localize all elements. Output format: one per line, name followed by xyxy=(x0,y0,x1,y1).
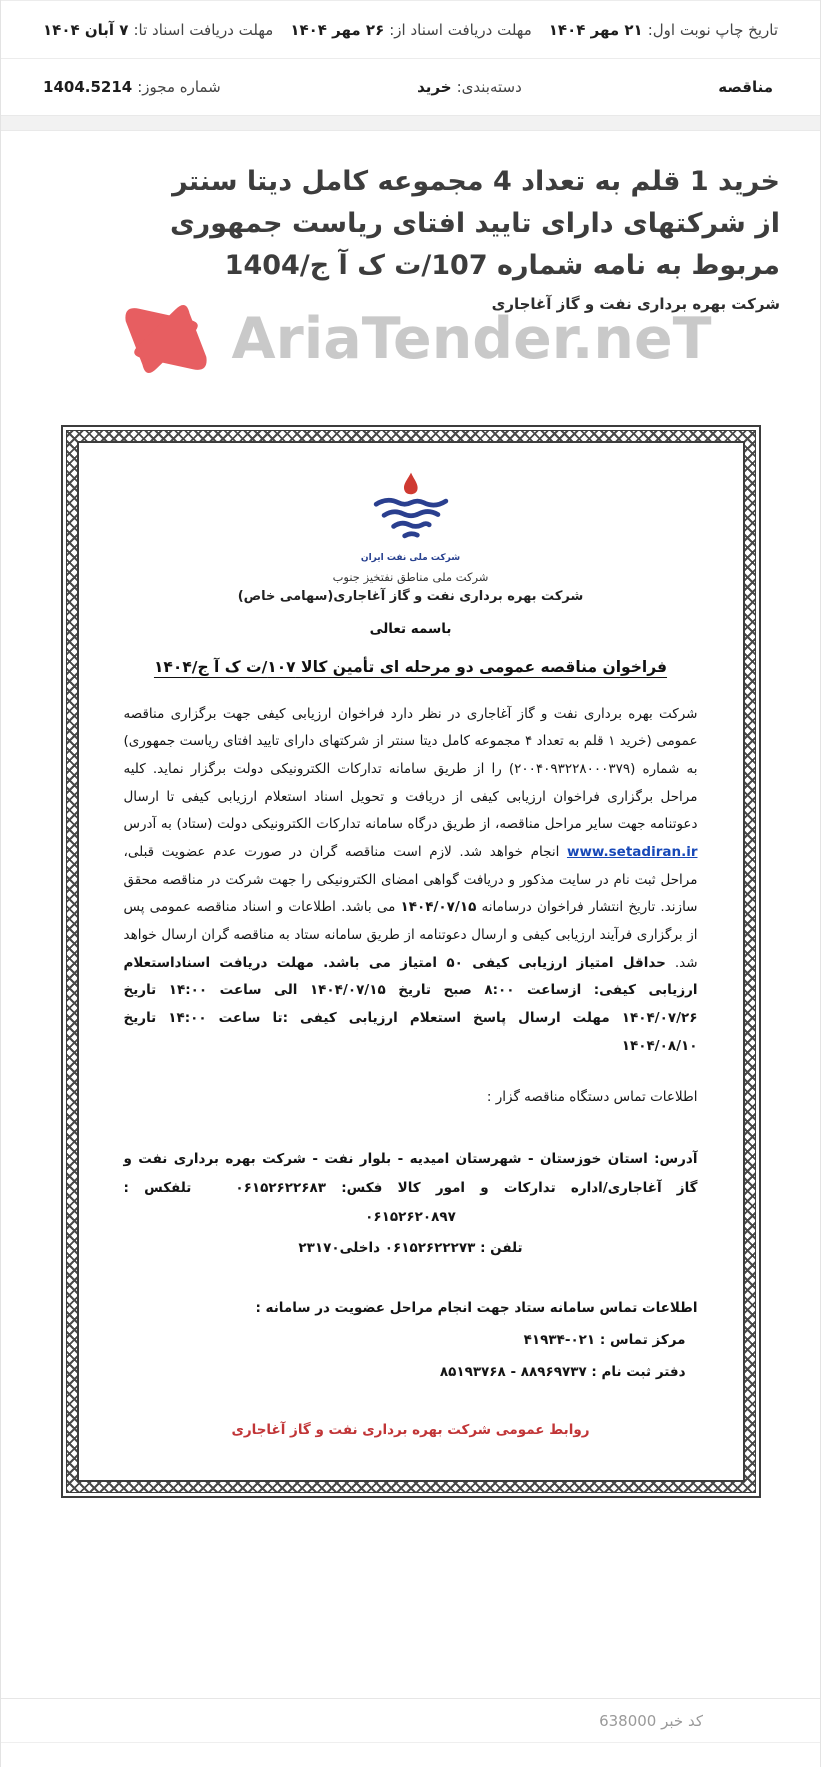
footer xyxy=(1,1698,820,1767)
publish-date: ۱۴۰۴/۰۷/۱۵ xyxy=(400,899,477,916)
body-part-2: انجام خواهد شد. لازم است مناقصه گران در صورت عدم عضویت قبلی، مراحل ثبت نام در سایت مذکور و دریافت گواهی امضای الکترونیکی را جهت شرکت در مناقصه محقق سازند. تاریخ انتشار فراخوان درسامانه xyxy=(123,843,698,916)
license-value: 1404.5214 xyxy=(43,78,133,96)
contact-heading: اطلاعات تماس دستگاه مناقصه گزار : xyxy=(486,1089,698,1106)
meta-docs-from xyxy=(290,21,531,39)
footer-row xyxy=(1,1699,820,1743)
section-divider xyxy=(1,115,820,131)
category-label: دسته‌بندی: xyxy=(456,78,522,96)
document-body xyxy=(124,701,698,1061)
phone-line: تلفن : ۰۶۱۵۲۶۲۲۲۷۳ داخلی۲۳۱۷۰ xyxy=(298,1240,523,1257)
company-name: شرکت بهره برداری نفت و گاز آغاجاری xyxy=(491,294,780,313)
scanned-document xyxy=(61,425,761,1498)
page-title: خرید 1 قلم به تعداد 4 مجموعه کامل دیتا سنتر از شرکتهای دارای تایید افتای ریاست جمهوری مربوط به نامه شماره 107/ت ک آ ج/1404 xyxy=(169,166,780,281)
docs-until-label: مهلت دریافت اسناد تا: xyxy=(133,20,274,39)
address-block xyxy=(124,1145,698,1232)
setad-heading: اطلاعات تماس سامانه ستاد جهت انجام مراحل عضویت در سامانه : xyxy=(255,1299,698,1316)
nioc-torch-flame-icon xyxy=(363,471,459,547)
setad-call-center: مرکز تماس : ۰۲۱-۴۱۹۳۴ xyxy=(523,1331,686,1348)
first-print-date-label: تاریخ چاپ نوبت اول: xyxy=(647,20,778,39)
basmala: باسمه تعالی xyxy=(369,620,452,637)
org-company: شرکت بهره برداری نفت و گاز آغاجاری(سهامی خاص) xyxy=(237,588,584,604)
nioc-logo-caption: شرکت ملی نفت ایران xyxy=(360,552,461,563)
deadline-reply: مهلت ارسال پاسخ استعلام ارزیابی کیفی :تا ساعت ۱۴:۰۰ تاریخ ۱۴۰۴/۰۸/۱۰ xyxy=(123,1009,698,1054)
org-subsidiary: شرکت ملی مناطق نفتخیز جنوب xyxy=(332,569,489,584)
watermark-text: AriaTender.neT xyxy=(231,306,712,372)
document-title: فراخوان مناقصه عمومی دو مرحله ای تأمین کالا ۱۰۷/ت ک آ ج/۱۴۰۴ xyxy=(153,657,668,676)
min-score: حداقل امتیاز ارزیابی کیفی ۵۰ امتیاز می باشد. xyxy=(313,954,666,971)
document-frame xyxy=(66,430,756,1493)
document-page xyxy=(77,441,745,1482)
setad-registration: دفتر ثبت نام : ۸۸۹۶۹۷۳۷ - ۸۵۱۹۳۷۶۸ xyxy=(439,1363,686,1380)
public-relations-signature: روابط عمومی شرکت بهره برداری نفت و گاز آغاجاری xyxy=(231,1421,590,1438)
category-value: خرید xyxy=(417,78,452,96)
docs-until-value: ۷ آبان ۱۴۰۴ xyxy=(43,20,129,39)
docs-from-label: مهلت دریافت اسناد از: xyxy=(389,20,532,39)
body-part-1: شرکت بهره برداری نفت و گاز آغاجاری در نظر دارد فراخوان ارزیابی کیفی جهت برگزاری مناقصه عمومی (خرید ۱ قلم به تعداد ۴ مجموعه کامل دیتا سنتر از شرکتهای دارای تایید افتای ریاست جمهوری) به شماره (۲۰۰۴۰۹۳۲۲۸۰۰۰۳۷۹) را از طریق سامانه تدارکات الکترونیکی دولت برگزار نماید. کلیه مراحل برگزاری فراخوان ارزیابی کیفی از دریافت و تحویل اسناد استعلام ارزیابی کیفی تا ارسال دعوتنامه جهت سایر مراحل مناقصه، از طریق درگاه سامانه تدارکات الکترونیکی دولت (ستاد) به آدرس xyxy=(123,705,698,833)
meta-docs-until xyxy=(43,21,273,39)
nioc-logo xyxy=(124,471,698,563)
first-print-date-value: ۲۱ مهر ۱۴۰۴ xyxy=(548,20,643,39)
meta-first-print-date xyxy=(549,21,778,39)
tender-card xyxy=(1,131,820,1698)
setadiran-link[interactable]: www.setadiran.ir xyxy=(566,843,698,860)
body-part-3: می باشد. اطلاعات و اسناد مناقصه عمومی پس از برگزاری فرآیند ارزیابی کیفی و ارسال دعوتنامه از طریق سامانه ستاد به مناقصه گران ارسال خواهد شد. xyxy=(123,899,698,971)
meta-category xyxy=(417,78,522,96)
meta-row-dates xyxy=(1,1,820,58)
fax-number: فکس: ۰۶۱۵۲۶۲۲۶۸۳ xyxy=(235,1180,383,1197)
meta-license-number xyxy=(43,78,221,96)
news-code: کد خبر 638000 xyxy=(599,1711,703,1730)
docs-from-value: ۲۶ مهر ۱۴۰۴ xyxy=(290,20,385,39)
meta-notice-type xyxy=(718,78,778,96)
telefax-number: تلفکس : ۰۶۱۵۲۶۲۰۸۹۷ xyxy=(123,1180,456,1226)
meta-row-type xyxy=(1,58,820,115)
license-label: شماره مجوز: xyxy=(137,78,221,96)
address-line: آدرس: استان خوزستان - شهرستان امیدیه - بلوار نفت - شرکت بهره برداری نفت و گاز آغاجاری/اداره تدارکات و امور کالا xyxy=(123,1151,698,1197)
notice-type-value: مناقصه xyxy=(718,78,773,96)
tender-meta-header xyxy=(1,0,820,115)
deadline-receive: مهلت دریافت اسناداستعلام ارزیابی کیفی: ازساعت ۸:۰۰ صبح تاریخ ۱۴۰۴/۰۷/۱۵ الی ساعت ۱۴:۰۰ تاریخ ۱۴۰۴/۰۷/۲۶ xyxy=(123,954,698,1026)
